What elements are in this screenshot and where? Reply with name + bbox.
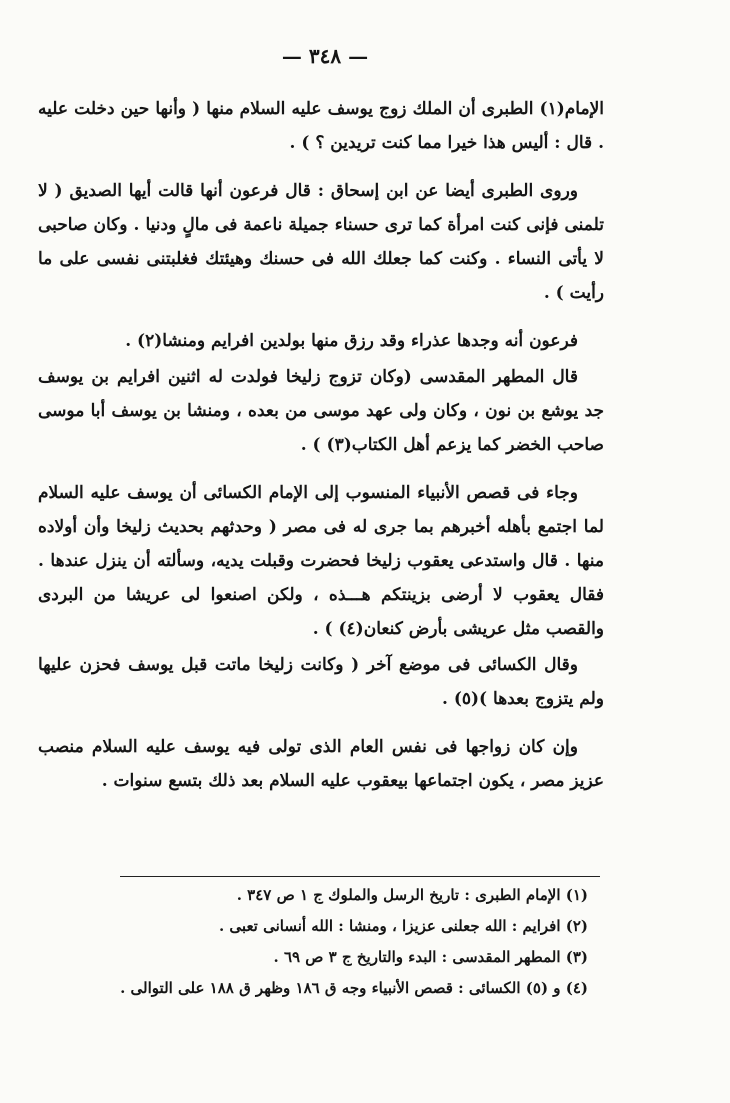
footnote-divider bbox=[120, 876, 600, 877]
page-number: — ٣٤٨ — bbox=[281, 44, 369, 68]
paragraph-2: وروى الطبرى أيضا عن ابن إسحاق : قال فرعون أنها قالت أيها الصديق ( لا تلمنى فإنى كنت امرأة كما ترى حسناء جميلة ناعمة فى مالٍ ودنيا . وكان صاحبى لا يأتى النساء . وكنت كما جعلك الله فى حسنك وهيئتك فغلبتنى نفسى على ما رأيت ) . bbox=[38, 181, 604, 303]
footnote-2: (٢) افرايم : الله جعلنى عزيزا ، ومنشا : الله أنسانى تعبى . bbox=[218, 917, 588, 935]
paragraph-5: وجاء فى قصص الأنبياء المنسوب إلى الإمام الكسائى أن يوسف عليه السلام لما اجتمع بأهله أخبرهم بما جرى له فى مصر ( وحدثهم بحديث زليخا وأن أولاده منها . قال واستدعى يعقوب زليخا فحضرت وقبلت يديه، وسألته أن ينزل عندها . فقال يعقوب لا أرضى بزينتكم هـــذه ، ولكن اصنعوا لى عريشا من البردى والقصب مثل عريشى بأرض كنعان(٤) ) . bbox=[38, 483, 604, 639]
paragraph-3: فرعون أنه وجدها عذراء وقد رزق منها بولدين افرايم ومنشا(٢) . bbox=[125, 331, 578, 351]
footnotes bbox=[48, 880, 600, 1004]
footnote-3: (٣) المطهر المقدسى : البدء والتاريخ ج ٣ ص ٦٩ . bbox=[273, 948, 588, 966]
footnote-4: (٤) و (٥) الكسائى : قصص الأنبياء وجه ق ١٨٦ وظهر ق ١٨٨ على التوالى . bbox=[120, 979, 588, 997]
body-text bbox=[38, 92, 604, 812]
paragraph-7: وإن كان زواجها فى نفس العام الذى تولى فيه يوسف عليه السلام منصب عزيز مصر ، يكون اجتماعها بيعقوب عليه السلام بعد ذلك بتسع سنوات . bbox=[38, 737, 604, 791]
footnote-1: (١) الإمام الطبرى : تاريخ الرسل والملوك ج ١ ص ٣٤٧ . bbox=[236, 886, 588, 904]
paragraph-4: قال المطهر المقدسى (وكان تزوج زليخا فولدت له اثنين افرايم بن يوسف جد يوشع بن نون ، وكان ولى عهد موسى من بعده ، ومنشا بن يوسف أبا موسى صاحب الخضر كما يزعم أهل الكتاب(٣) ) . bbox=[38, 367, 604, 455]
paragraph-6: وقال الكسائى فى موضع آخر ( وكانت زليخا ماتت قبل يوسف فحزن عليها ولم يتزوج بعدها )(٥) . bbox=[38, 655, 604, 709]
paragraph-1: الإمام(١) الطبرى أن الملك زوج يوسف عليه السلام منها ( وأنها حين دخلت عليه . قال : أليس هذا خيرا مما كنت تريدين ؟ ) . bbox=[38, 99, 604, 153]
